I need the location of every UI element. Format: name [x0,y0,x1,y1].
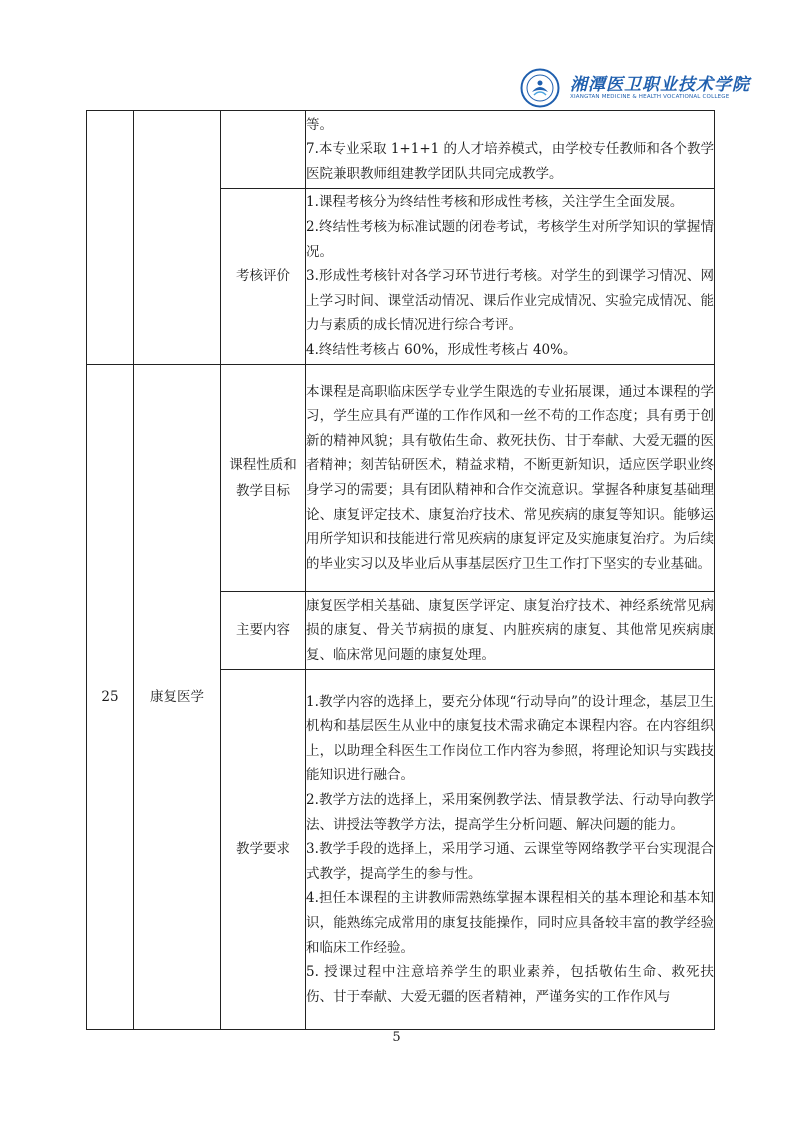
paragraph: 1.课程考核分为终结性考核和形成性考核，关注学生全面发展。 [306,194,684,211]
paragraph: 2.教学方法的选择上，采用案例教学法、情景教学法、行动导向教学法、讲授法等教学方法，提高学生分析问题、解决问题的能力。 [306,792,714,833]
college-name-en: XIANGTAN MEDICINE & HEALTH VOCATIONAL COLLEGE [570,94,730,100]
paragraph: 4.终结性考核占 60%，形成性考核占 40%。 [306,341,577,358]
paragraph: 等。 [306,116,333,133]
requirements-label: 教学要求 [221,670,306,1030]
paragraph: 3.形成性考核针对各学习环节进行考核。对学生的到课学习情况、网上学习时间、课堂活动情况、课后作业完成情况、实验完成情况、能力与素质的成长情况进行综合考评。 [306,268,714,334]
requirements-content [306,670,715,1030]
table-row [87,365,715,592]
teaching-requirement-tail [306,111,715,189]
label-cell-empty [221,111,306,189]
paragraph: 4.担任本课程的主讲教师需熟练掌握本课程相关的基本理论和基本知识，能熟练完成常用的康复技能操作，同时应具备较丰富的教学经验和临床工作经验。 [306,890,714,956]
paragraph: 7.本专业采取 1+1+1 的人才培养模式，由学校专任教师和各个教学医院兼职教师组建教学团队共同完成教学。 [306,141,714,182]
college-seal-icon [520,68,560,108]
paragraph: 本课程是高职临床医学专业学生限选的专业拓展课，通过本课程的学习，学生应具有严谨的工作作风和一丝不苟的工作态度；具有勇于创新的精神风貌；具有敬佑生命、救死扶伤、甘于奉献、大爱无疆的医者精神；刻苦钻研医术，精益求精，不断更新知识，适应医学职业终身学习的需要；具有团队精神和合作交流意识。掌握各种康复基础理论、康复评定技术、康复治疗技术、常见疾病的康复等知识。能够运用所学知识和技能进行常见疾病的康复评定及实施康复治疗。为后续的毕业实习以及毕业后从事基层医疗卫生工作打下坚实的专业基础。 [306,383,714,572]
main-content [306,592,715,670]
nature-content [306,365,715,592]
course-name: 康复医学 [134,365,221,1030]
assessment-label: 考核评价 [221,189,306,365]
college-name-cn: 湘潭医卫职业技术学院 [570,75,750,95]
paragraph: 2.终结性考核为标准试题的闭卷考试，考核学生对所学知识的掌握情况。 [306,219,714,260]
course-number: 25 [87,365,134,1030]
paragraph: 康复医学相关基础、康复医学评定、康复治疗技术、神经系统常见病损的康复、骨关节病损的康复、内脏疾病的康复、其他常见疾病康复、临床常见问题的康复处理。 [306,597,714,663]
table-row [87,111,715,189]
nature-label [221,365,306,592]
course-name-cell-empty [134,111,221,365]
college-logo [520,68,750,110]
page-number: 5 [392,1030,401,1045]
number-cell-empty [87,111,134,365]
paragraph: 5. 授课过程中注意培养学生的职业素养，包括敬佑生命、救死扶伤、甘于奉献、大爱无疆的医者精神，严谨务实的工作作风与 [306,964,714,1005]
course-table [86,110,715,1030]
nature-label-line2: 教学目标 [236,483,290,499]
content-label: 主要内容 [221,592,306,670]
paragraph: 3.教学手段的选择上，采用学习通、云课堂等网络教学平台实现混合式教学，提高学生的参与性。 [306,841,714,882]
nature-label-line1: 课程性质和 [229,457,297,473]
paragraph: 1.教学内容的选择上，要充分体现“行动导向”的设计理念，基层卫生机构和基层医生从业中的康复技术需求确定本课程内容。在内容组织上，以助理全科医生工作岗位工作内容为参照，将理论知识与实践技能知识进行融合。 [306,693,714,784]
assessment-content [306,189,715,365]
